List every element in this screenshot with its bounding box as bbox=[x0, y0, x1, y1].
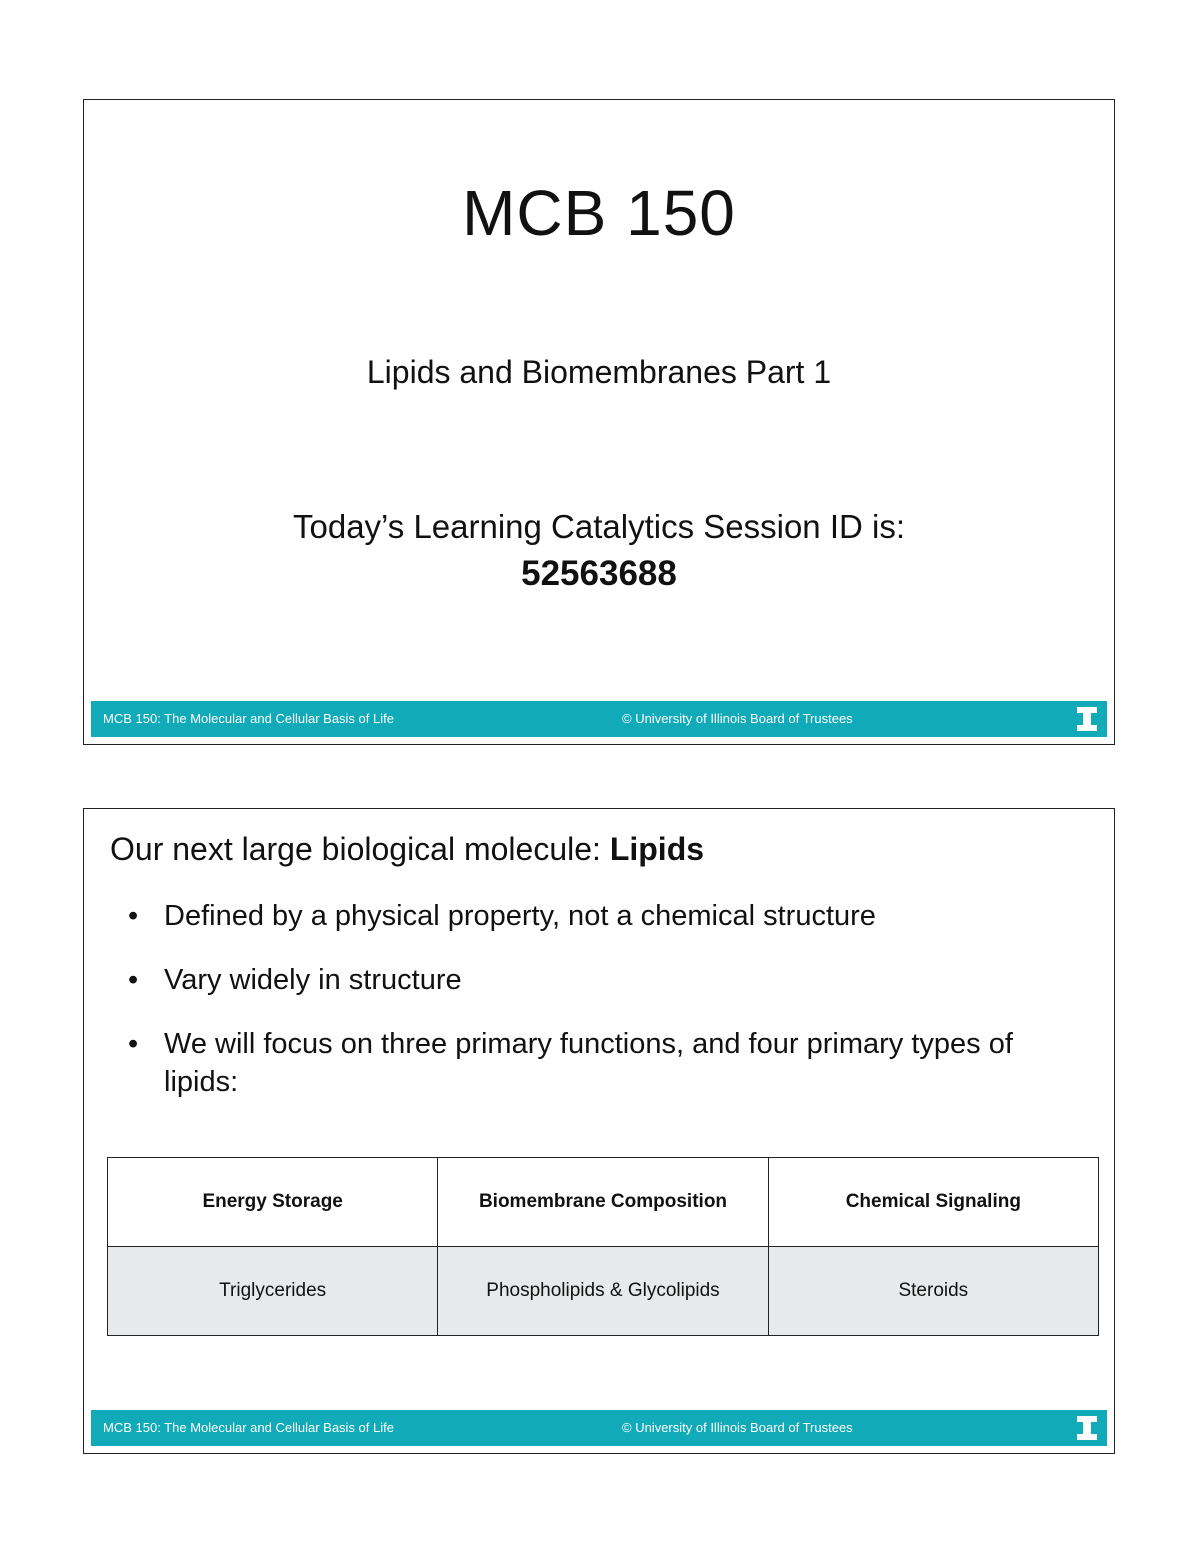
slide-subtitle: Lipids and Biomembranes Part 1 bbox=[366, 354, 832, 390]
heading-bold: Lipids bbox=[609, 831, 705, 867]
table-header-cell: Chemical Signaling bbox=[768, 1158, 1098, 1247]
list-item bbox=[128, 961, 1078, 999]
table-header-cell: Biomembrane Composition bbox=[438, 1158, 768, 1247]
slide-title bbox=[83, 99, 1115, 745]
slide-footer bbox=[91, 1410, 1107, 1446]
bullet-icon: • bbox=[128, 1028, 139, 1060]
list-item bbox=[128, 1025, 1078, 1101]
slide-title-heading: MCB 150 bbox=[462, 177, 736, 249]
heading-prefix: Our next large biological molecule: bbox=[110, 831, 610, 867]
bullet-text: We will focus on three primary functions, and four primary types of lipids: bbox=[164, 1028, 1013, 1098]
table-cell: Steroids bbox=[768, 1247, 1098, 1336]
table-cell: Phospholipids & Glycolipids bbox=[438, 1247, 768, 1336]
table-header-cell: Energy Storage bbox=[108, 1158, 438, 1247]
session-label: Today’s Learning Catalytics Session ID is: bbox=[292, 508, 905, 545]
bullet-list bbox=[128, 897, 1078, 1127]
bullet-icon: • bbox=[128, 900, 139, 932]
bullet-text: Defined by a physical property, not a chemical structure bbox=[164, 900, 876, 932]
slide-footer bbox=[91, 701, 1107, 737]
footer-copyright: © University of Illinois Board of Trustees bbox=[622, 1420, 853, 1435]
table-cell: Triglycerides bbox=[108, 1247, 438, 1336]
table-row bbox=[108, 1247, 1099, 1336]
slide-heading bbox=[110, 831, 704, 868]
illinois-block-i-icon bbox=[1075, 705, 1099, 733]
footer-course: MCB 150: The Molecular and Cellular Basis of Life bbox=[103, 711, 394, 726]
lipid-functions-table bbox=[107, 1157, 1099, 1336]
slide-lipids bbox=[83, 808, 1115, 1454]
bullet-icon: • bbox=[128, 964, 139, 996]
table-header-row bbox=[108, 1158, 1099, 1247]
list-item bbox=[128, 897, 1078, 935]
illinois-block-i-icon bbox=[1075, 1414, 1099, 1442]
footer-course: MCB 150: The Molecular and Cellular Basis of Life bbox=[103, 1420, 394, 1435]
footer-copyright: © University of Illinois Board of Trustees bbox=[622, 711, 853, 726]
bullet-text: Vary widely in structure bbox=[164, 964, 462, 996]
session-id: 52563688 bbox=[521, 554, 677, 593]
